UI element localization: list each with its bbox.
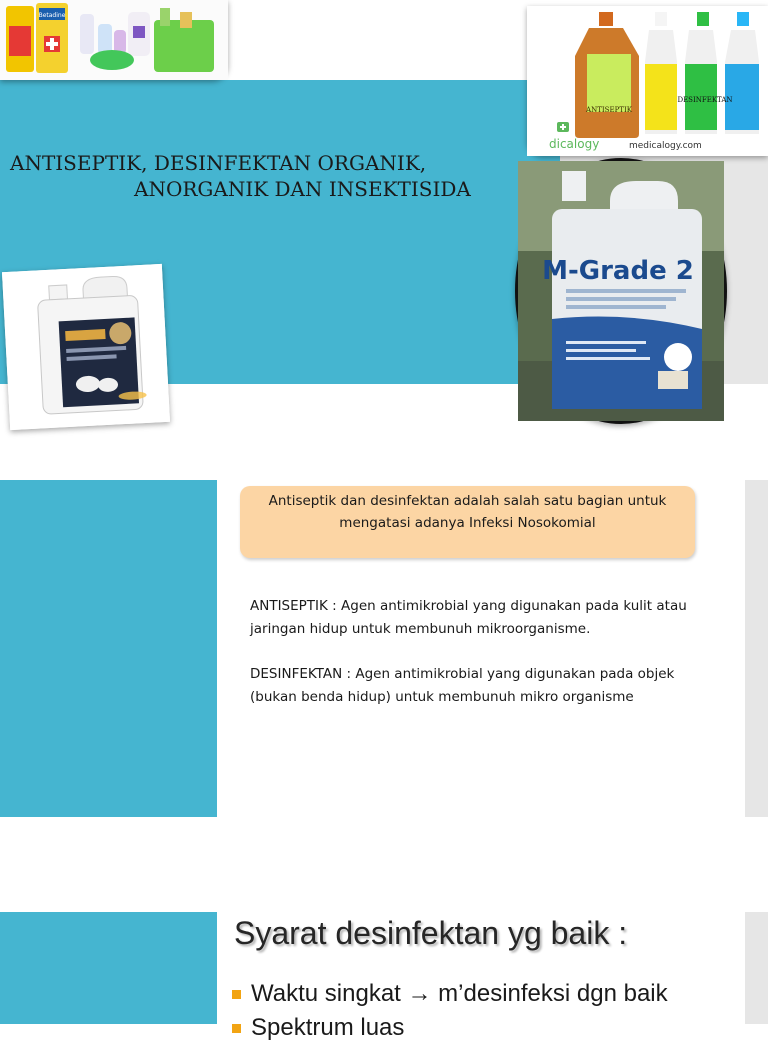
title-line-2: ANORGANIK DAN INSEKTISIDA [134, 177, 471, 201]
brand-text: Betadine [38, 12, 66, 19]
jerrycan-photo [2, 264, 170, 430]
bullet-square-icon [232, 990, 241, 999]
desinfektan-label: DESINFEKTAN [677, 96, 733, 104]
bottles-photo [527, 6, 768, 156]
site-text: medicalogy.com [629, 141, 702, 151]
bullet-item [232, 980, 668, 1008]
slide-title [0, 0, 768, 384]
desinfektan-definition: DESINFEKTAN : Agen antimikrobial yang digunakan pada objek (bukan benda hidup) untuk membunuh mikro organisme [250, 666, 675, 705]
bullet-square-icon [232, 1024, 241, 1033]
product-name: M-Grade 2 [542, 256, 694, 286]
products-photo [0, 0, 228, 80]
slide-title-text [10, 150, 570, 202]
gray-panel [745, 480, 768, 817]
teal-panel [0, 912, 217, 1024]
bullet-item [232, 1014, 404, 1042]
title-line-1: ANTISEPTIK, DESINFEKTAN ORGANIK, [10, 151, 427, 175]
antiseptik-definition: ANTISEPTIK : Agen antimikrobial yang digunakan pada kulit atau jaringan hidup untuk membunuh mikroorganisme. [250, 598, 687, 637]
bullet-text: Waktu singkat → m’desinfeksi dgn baik [251, 980, 668, 1007]
mgrade-photo [515, 158, 727, 424]
bullet-text: Spektrum luas [251, 1014, 405, 1041]
callout-box: Antiseptik dan desinfektan adalah salah satu bagian untuk mengatasi adanya Infeksi Nosokomial [240, 486, 695, 558]
slide-definitions [0, 480, 768, 817]
gray-panel [745, 912, 768, 1024]
antiseptik-label: ANTISEPTIK [586, 106, 632, 114]
logo-text: dicalogy [549, 137, 600, 151]
teal-panel [0, 480, 217, 817]
slide-heading: Syarat desinfektan yg baik : [234, 915, 628, 951]
slide-requirements [0, 912, 768, 1041]
